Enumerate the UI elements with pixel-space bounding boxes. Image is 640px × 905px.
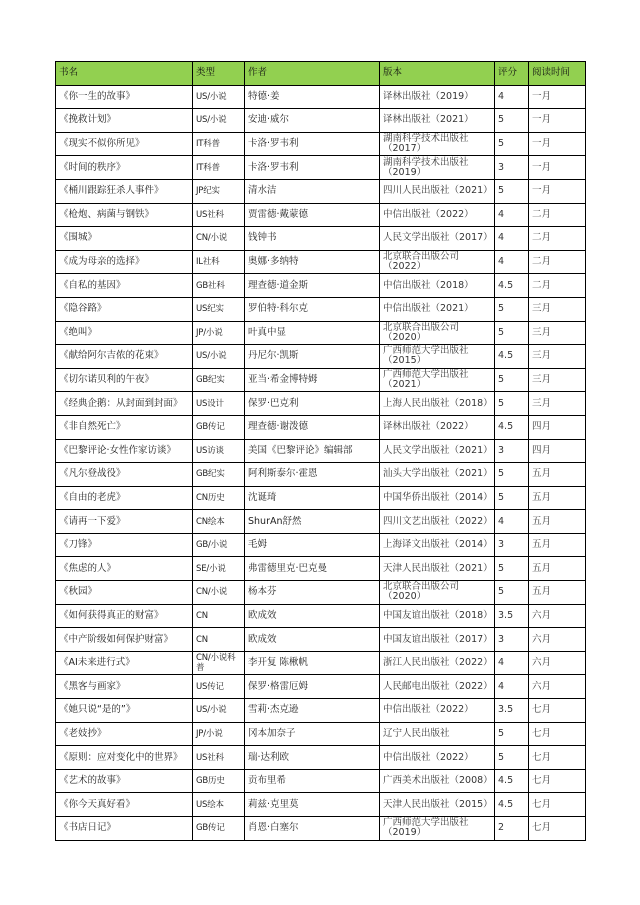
type-cell: GB纪实 [193,463,245,487]
score-cell: 5 [495,722,529,746]
type-cell: GB传记 [193,415,245,439]
score-cell: 5 [495,321,529,345]
read-time-cell: 二月 [529,274,586,298]
edition-cell: 广西师范大学出版社（2021） [380,368,495,392]
type-cell: IL社科 [193,250,245,274]
edition-cell: 北京联合出版公司（2020） [380,321,495,345]
read-time-cell: 五月 [529,486,586,510]
author-cell: 毛姆 [245,533,380,557]
table-row [56,769,586,793]
edition-cell: 中国友谊出版社（2018） [380,604,495,628]
book-title-cell: 《隐谷路》 [56,297,193,321]
type-cell: US/小说 [193,345,245,369]
read-time-cell: 五月 [529,557,586,581]
edition-cell: 中国华侨出版社（2014） [380,486,495,510]
book-title-cell: 《自私的基因》 [56,274,193,298]
read-time-cell: 五月 [529,510,586,534]
read-time-cell: 三月 [529,345,586,369]
read-time-cell: 二月 [529,203,586,227]
book-title-cell: 《桶川跟踪狂杀人事件》 [56,179,193,203]
score-cell: 5 [495,746,529,770]
table-row [56,274,586,298]
type-cell: US纪实 [193,297,245,321]
header-read-time: 阅读时间 [529,62,586,86]
table-row [56,722,586,746]
score-cell: 4.5 [495,274,529,298]
book-title-cell: 《你一生的故事》 [56,85,193,109]
author-cell: 特德·姜 [245,85,380,109]
book-title-cell: 《请再一下爱》 [56,510,193,534]
edition-cell: 浙江人民出版社（2022） [380,651,495,675]
table-row [56,604,586,628]
table-row [56,651,586,675]
book-title-cell: 《黑客与画家》 [56,675,193,699]
book-title-cell: 《艺术的故事》 [56,769,193,793]
type-cell: GB社科 [193,274,245,298]
author-cell: 罗伯特·科尔克 [245,297,380,321]
read-time-cell: 七月 [529,769,586,793]
read-time-cell: 六月 [529,604,586,628]
read-time-cell: 五月 [529,581,586,605]
type-cell: US绘本 [193,793,245,817]
book-title-cell: 《书店日记》 [56,817,193,841]
book-title-cell: 《枪炮、病菌与钢铁》 [56,203,193,227]
read-time-cell: 一月 [529,156,586,180]
table-row [56,321,586,345]
edition-cell: 汕头大学出版社（2021） [380,463,495,487]
header-row [56,62,586,86]
author-cell: 钱钟书 [245,227,380,251]
read-time-cell: 一月 [529,85,586,109]
type-cell: SE/小说 [193,557,245,581]
author-cell: 冈本加奈子 [245,722,380,746]
edition-cell: 广西师范大学出版社（2015） [380,345,495,369]
table-row [56,581,586,605]
edition-cell: 译林出版社（2022） [380,415,495,439]
author-cell: 丹尼尔·凯斯 [245,345,380,369]
score-cell: 4 [495,651,529,675]
edition-cell: 湖南科学技术出版社（2017） [380,132,495,156]
table-row [56,415,586,439]
score-cell: 4 [495,227,529,251]
book-title-cell: 《你今天真好看》 [56,793,193,817]
type-cell: GB纪实 [193,368,245,392]
read-time-cell: 三月 [529,321,586,345]
read-time-cell: 四月 [529,415,586,439]
edition-cell: 中信出版社（2021） [380,297,495,321]
score-cell: 4.5 [495,415,529,439]
book-title-cell: 《现实不似你所见》 [56,132,193,156]
read-time-cell: 七月 [529,722,586,746]
author-cell: 叶真中显 [245,321,380,345]
read-time-cell: 五月 [529,463,586,487]
header-edition: 版本 [380,62,495,86]
read-time-cell: 六月 [529,675,586,699]
author-cell: 美国《巴黎评论》编辑部 [245,439,380,463]
type-cell: GB传记 [193,817,245,841]
author-cell: 保罗·巴克利 [245,392,380,416]
score-cell: 4 [495,250,529,274]
score-cell: 5 [495,297,529,321]
type-cell: US社科 [193,746,245,770]
book-title-cell: 《非自然死亡》 [56,415,193,439]
score-cell: 5 [495,581,529,605]
type-cell: US访谈 [193,439,245,463]
edition-cell: 四川文艺出版社（2022） [380,510,495,534]
table-row [56,675,586,699]
score-cell: 5 [495,486,529,510]
type-cell: US传记 [193,675,245,699]
type-cell: CN/小说 [193,227,245,251]
edition-cell: 北京联合出版公司（2022） [380,250,495,274]
author-cell: 安迪·威尔 [245,109,380,133]
score-cell: 5 [495,392,529,416]
table-row [56,463,586,487]
score-cell: 3 [495,628,529,652]
header-type: 类型 [193,62,245,86]
book-title-cell: 《自由的老虎》 [56,486,193,510]
table-row [56,510,586,534]
table-row [56,699,586,723]
edition-cell: 中信出版社（2022） [380,746,495,770]
read-time-cell: 三月 [529,297,586,321]
type-cell: CN/小说科普 [193,651,245,675]
book-title-cell: 《切尔诺贝利的午夜》 [56,368,193,392]
edition-cell: 人民文学出版社（2021） [380,439,495,463]
type-cell: CN绘本 [193,510,245,534]
table-row [56,227,586,251]
edition-cell: 上海译文出版社（2014） [380,533,495,557]
book-title-cell: 《AI未来进行式》 [56,651,193,675]
edition-cell: 湖南科学技术出版社（2019） [380,156,495,180]
author-cell: 贾雷德·戴蒙德 [245,203,380,227]
table-row [56,746,586,770]
edition-cell: 广西美术出版社（2008） [380,769,495,793]
read-time-cell: 一月 [529,179,586,203]
score-cell: 3 [495,156,529,180]
edition-cell: 北京联合出版公司（2020） [380,581,495,605]
read-time-cell: 三月 [529,392,586,416]
book-title-cell: 《围城》 [56,227,193,251]
score-cell: 4.5 [495,793,529,817]
read-time-cell: 七月 [529,699,586,723]
score-cell: 4 [495,675,529,699]
edition-cell: 四川人民出版社（2021） [380,179,495,203]
author-cell: 莉兹·克里莫 [245,793,380,817]
score-cell: 4.5 [495,345,529,369]
table-row [56,179,586,203]
table-row [56,345,586,369]
book-title-cell: 《凡尔登战役》 [56,463,193,487]
book-title-cell: 《中产阶级如何保护财富》 [56,628,193,652]
book-title-cell: 《献给阿尔吉侬的花束》 [56,345,193,369]
score-cell: 5 [495,463,529,487]
type-cell: US设计 [193,392,245,416]
author-cell: 雪莉·杰克逊 [245,699,380,723]
read-time-cell: 二月 [529,250,586,274]
edition-cell: 译林出版社（2021） [380,109,495,133]
type-cell: US社科 [193,203,245,227]
score-cell: 3 [495,439,529,463]
book-title-cell: 《绝叫》 [56,321,193,345]
book-title-cell: 《原则：应对变化中的世界》 [56,746,193,770]
type-cell: US/小说 [193,699,245,723]
read-time-cell: 六月 [529,628,586,652]
read-time-cell: 五月 [529,533,586,557]
table-row [56,250,586,274]
score-cell: 3.5 [495,699,529,723]
edition-cell: 中国友谊出版社（2017） [380,628,495,652]
edition-cell: 天津人民出版社（2021） [380,557,495,581]
author-cell: 奥娜·多纳特 [245,250,380,274]
edition-cell: 广西师范大学出版社（2019） [380,817,495,841]
author-cell: 贡布里希 [245,769,380,793]
header-author: 作者 [245,62,380,86]
author-cell: 弗雷德里克·巴克曼 [245,557,380,581]
book-title-cell: 《巴黎评论·女性作家访谈》 [56,439,193,463]
edition-cell: 中信出版社（2022） [380,203,495,227]
score-cell: 4 [495,510,529,534]
score-cell: 5 [495,368,529,392]
type-cell: IT科普 [193,156,245,180]
author-cell: 杨本芬 [245,581,380,605]
read-time-cell: 一月 [529,132,586,156]
author-cell: 卡洛·罗韦利 [245,156,380,180]
read-time-cell: 二月 [529,227,586,251]
table-row [56,533,586,557]
score-cell: 5 [495,557,529,581]
book-title-cell: 《成为母亲的选择》 [56,250,193,274]
edition-cell: 人民文学出版社（2017） [380,227,495,251]
book-title-cell: 《时间的秩序》 [56,156,193,180]
table-row [56,85,586,109]
author-cell: 阿利斯泰尔·霍恩 [245,463,380,487]
table-row [56,486,586,510]
read-time-cell: 七月 [529,746,586,770]
header-score: 评分 [495,62,529,86]
author-cell: 沈诞琦 [245,486,380,510]
type-cell: US/小说 [193,109,245,133]
score-cell: 3.5 [495,604,529,628]
table-row [56,132,586,156]
table-row [56,793,586,817]
author-cell: 欧成效 [245,604,380,628]
type-cell: GB历史 [193,769,245,793]
score-cell: 5 [495,132,529,156]
table-row [56,628,586,652]
score-cell: 5 [495,179,529,203]
author-cell: 李开复 陈楸帆 [245,651,380,675]
type-cell: JP/小说 [193,321,245,345]
book-title-cell: 《挽救计划》 [56,109,193,133]
author-cell: 保罗·格雷厄姆 [245,675,380,699]
edition-cell: 人民邮电出版社（2022） [380,675,495,699]
score-cell: 2 [495,817,529,841]
header-title: 书名 [56,62,193,86]
type-cell: GB/小说 [193,533,245,557]
author-cell: 理查德·谢泼德 [245,415,380,439]
score-cell: 4 [495,85,529,109]
read-time-cell: 七月 [529,817,586,841]
table-row [56,392,586,416]
author-cell: 理查德·道金斯 [245,274,380,298]
reading-list-table [55,61,586,841]
table-row [56,156,586,180]
book-title-cell: 《如何获得真正的财富》 [56,604,193,628]
author-cell: 亚当·希金博特姆 [245,368,380,392]
book-title-cell: 《她只说“是的”》 [56,699,193,723]
type-cell: CN历史 [193,486,245,510]
author-cell: 清水洁 [245,179,380,203]
table-row [56,203,586,227]
type-cell: US/小说 [193,85,245,109]
read-time-cell: 四月 [529,439,586,463]
read-time-cell: 一月 [529,109,586,133]
book-title-cell: 《老妓抄》 [56,722,193,746]
table-row [56,557,586,581]
author-cell: 欧成效 [245,628,380,652]
type-cell: IT科普 [193,132,245,156]
table-row [56,297,586,321]
type-cell: CN [193,604,245,628]
edition-cell: 译林出版社（2019） [380,85,495,109]
score-cell: 4.5 [495,769,529,793]
read-time-cell: 七月 [529,793,586,817]
edition-cell: 上海人民出版社（2018） [380,392,495,416]
read-time-cell: 六月 [529,651,586,675]
book-title-cell: 《秋园》 [56,581,193,605]
book-title-cell: 《焦虑的人》 [56,557,193,581]
score-cell: 4 [495,203,529,227]
table-row [56,817,586,841]
score-cell: 5 [495,109,529,133]
table-row [56,109,586,133]
score-cell: 3 [495,533,529,557]
type-cell: CN/小说 [193,581,245,605]
author-cell: 肖恩·白塞尔 [245,817,380,841]
author-cell: 瑞·达利欧 [245,746,380,770]
table-row [56,439,586,463]
edition-cell: 天津人民出版社（2015） [380,793,495,817]
type-cell: CN [193,628,245,652]
author-cell: 卡洛·罗韦利 [245,132,380,156]
author-cell: ShurAn舒然 [245,510,380,534]
read-time-cell: 三月 [529,368,586,392]
book-title-cell: 《经典企鹅：从封面到封面》 [56,392,193,416]
type-cell: JP纪实 [193,179,245,203]
book-title-cell: 《刀锋》 [56,533,193,557]
edition-cell: 中信出版社（2018） [380,274,495,298]
edition-cell: 辽宁人民出版社 [380,722,495,746]
type-cell: JP/小说 [193,722,245,746]
table-row [56,368,586,392]
edition-cell: 中信出版社（2022） [380,699,495,723]
